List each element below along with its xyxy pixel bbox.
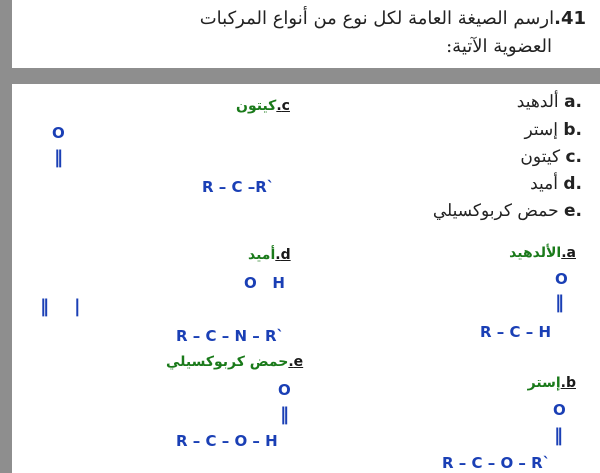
amide-double-bond: ‖ [40, 296, 49, 317]
answer-name: الألدهيد [509, 245, 562, 261]
aldehyde-oxygen: O [555, 270, 568, 288]
list-item-text: حمض كربوكسيلي [432, 201, 559, 221]
question-number: 41. [554, 8, 586, 29]
answer-b-heading [528, 375, 576, 391]
answer-name: إستر [527, 375, 561, 391]
acid-chain: R – C – O – H [176, 432, 278, 450]
list-item-letter: c. [565, 147, 582, 167]
ketone-oxygen: O [52, 124, 65, 142]
ketone-chain: R – C –R` [202, 178, 275, 196]
question-text-1: ارسم الصيغة العامة لكل نوع من أنواع المركبات [199, 8, 555, 29]
answer-a-heading [509, 245, 576, 261]
list-item-text: أميد [530, 174, 558, 194]
answer-name: حمض كربوكسيلي [166, 354, 289, 370]
list-item-b [524, 120, 582, 140]
question-header-panel [12, 0, 600, 68]
answer-letter: b. [560, 375, 576, 391]
answer-letter: a. [561, 245, 576, 261]
amide-o-h-labels: O H [244, 274, 285, 292]
list-item-letter: a. [564, 92, 582, 112]
list-item-letter: e. [564, 201, 582, 221]
answer-d-heading [248, 247, 291, 263]
amide-chain: R – C – N – R` [176, 327, 284, 345]
list-item-d [530, 174, 582, 194]
ketone-double-bond: ‖ [54, 147, 63, 168]
list-item-text: ألدهيد [516, 92, 559, 112]
list-item-letter: d. [563, 174, 582, 194]
acid-double-bond: ‖ [280, 404, 289, 425]
list-item-c [520, 147, 582, 167]
acid-oxygen: O [278, 381, 291, 399]
answer-e-heading [166, 354, 303, 370]
list-item-letter: b. [563, 120, 582, 140]
ester-oxygen: O [553, 401, 566, 419]
answer-panel [12, 84, 600, 473]
list-item-text: إستر [524, 120, 558, 140]
aldehyde-double-bond: ‖ [555, 292, 564, 313]
answer-name: كيتون [236, 98, 277, 114]
answer-letter: c. [276, 98, 290, 114]
amide-single-bond: | [74, 296, 81, 317]
answer-letter: e. [288, 354, 304, 370]
list-item-text: كيتون [520, 147, 561, 167]
answer-letter: d. [275, 247, 291, 263]
ester-chain: R – C – O – R` [442, 454, 551, 472]
question-line-1 [200, 8, 586, 29]
answer-name: أميد [248, 247, 276, 263]
answer-c-heading [236, 98, 290, 114]
aldehyde-chain: R – C – H [480, 323, 552, 341]
list-item-e [433, 201, 582, 221]
list-item-a [517, 92, 582, 112]
question-line-2: العضوية الآتية: [446, 36, 552, 57]
ester-double-bond: ‖ [554, 425, 563, 446]
